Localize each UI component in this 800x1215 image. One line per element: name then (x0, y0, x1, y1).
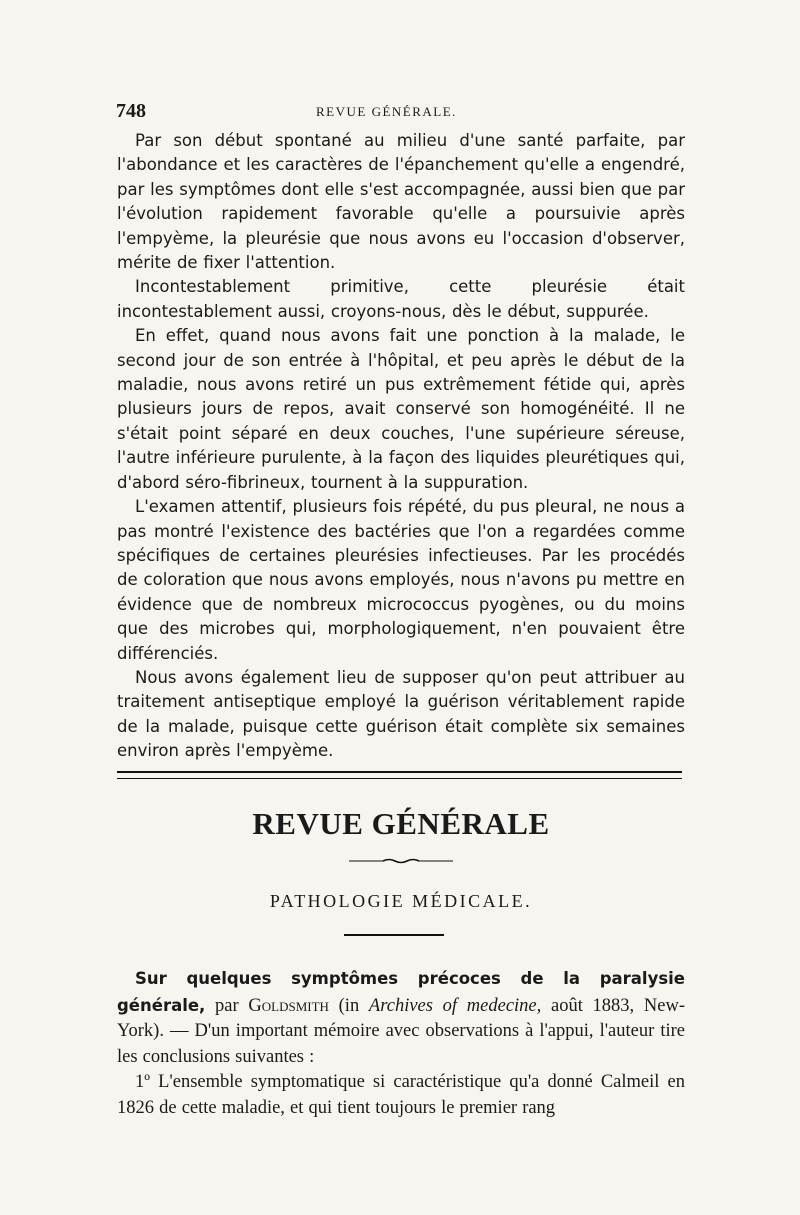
article-point-1: 1º L'ensemble symptomatique si caractéristique qu'a donné Calmeil en 1826 de cette maladie, et qui tient toujours le premier rang (117, 1072, 685, 1118)
running-head (116, 100, 686, 124)
article-source-rest: août 1883, New-York). — D'un important mémoire avec observations à l'appui, l'auteur tire les conclusions suivantes : (117, 995, 685, 1067)
paragraph: Incontestablement primitive, cette pleurésie était incontestablement aussi, croyons-nous, dès le début, suppurée. (117, 277, 685, 321)
ornament-flourish (349, 858, 453, 864)
running-title: REVUE GÉNÉRALE. (316, 104, 457, 119)
paragraph: Nous avons également lieu de supposer qu'on peut attribuer au traitement antiseptique employé la guérison véritablement rapide de la malade, puisque cette guérison était complète six semaines environ après l'empyème. (117, 667, 685, 761)
article-heading: Sur quelques symptômes précoces de la paralysie générale, (117, 969, 685, 1015)
text-block-conclusion (117, 129, 685, 764)
paragraph: En effet, quand nous avons fait une ponction à la malade, le second jour de son entrée à l'hôpital, et peu après le début de la maladie, nous avons retiré un pus extrêmement fétide qui, après plusieurs jours de repos, avait conservé son homogénéité. Il ne s'était point séparé en deux couches, l'une supérieure séreuse, l'autre inférieure purulente, à la façon des liquides pleurétiques qui, d'abord séro-fibrineux, tournent à la suppuration. (117, 326, 685, 492)
page-number: 748 (116, 100, 146, 122)
paragraph: Par son début spontané au milieu d'une santé parfaite, par l'abondance et les caractères de l'épanchement qu'elle a engendré, par les symptômes dont elle s'est accompagnée, aussi bien que par l'évolution rapidement favorable qu'elle a poursuivie après l'empyème, la pleurésie que nous avons eu l'occasion d'observer, mérite de fixer l'attention. (117, 131, 685, 273)
article-intro (117, 966, 685, 1070)
article-by: par (205, 995, 249, 1016)
subsection-title: PATHOLOGIE MÉDICALE. (269, 891, 533, 911)
section-title: REVUE GÉNÉRALE (252, 806, 550, 841)
article-journal: Archives of medecine, (368, 995, 542, 1016)
section-divider-rule (117, 771, 682, 779)
article-source-open: (in (328, 995, 369, 1016)
short-rule (344, 934, 444, 936)
article-abstract (117, 966, 685, 1121)
article-author: Goldsmith (248, 995, 329, 1016)
paragraph: L'examen attentif, plusieurs fois répété, du pus pleural, ne nous a pas montré l'existence des bactéries que l'on a regardées comme spécifiques de certaines pleurésies infectieuses. Par les procédés de coloration que nous avons employés, nous n'avons pu mettre en évidence que de nombreux micrococcus pyogènes, ou du moins que des microbes qui, morphologiquement, n'en pouvaient être différenciés. (117, 497, 685, 663)
